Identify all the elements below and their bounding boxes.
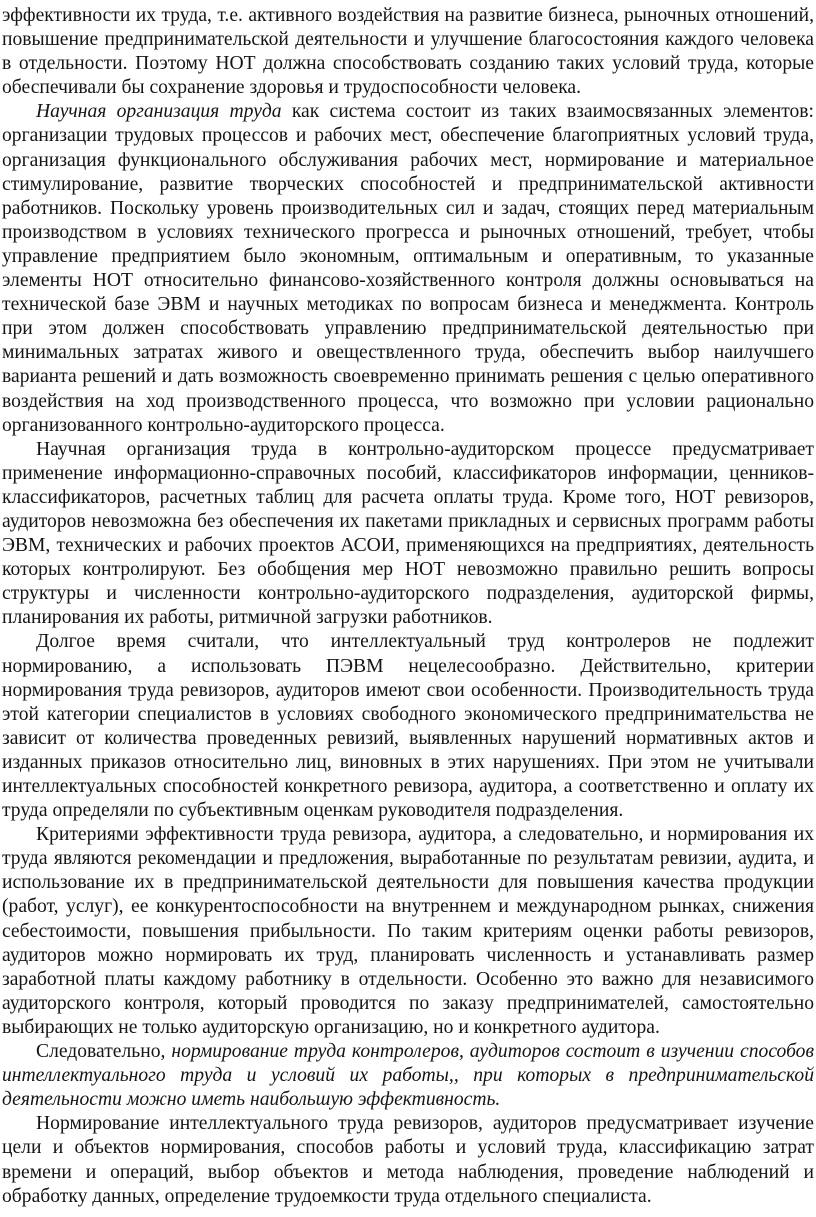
paragraph-7-text: Нормирование интеллектуального труда ревизоров, аудиторов предусматривает изучение цели и объектов нормирования, способов работы и условий труда, классификацию затрат времени и операций, выбор объектов и метода наблюдения, проведение наблюдений и обработку данных, определение трудоемкости труда отдельного специалиста. <box>2 1113 814 1207</box>
paragraph-3 <box>2 438 814 631</box>
paragraph-4 <box>2 630 814 823</box>
paragraph-2-text: как система состоит из таких взаимосвязанных элементов: организации трудовых процессов и рабочих мест, обеспечение благоприятных условий труда, организация функционального обслуживания рабочих мест, нормирование и материальное стимулирование, развитие творческих способностей и предпринимательской активности работников. Поскольку уровень производительных сил и задач, стоящих перед материальным производством в условиях технического прогресса и рыночных отношений, требует, чтобы управление предприятием было экономным, оптимальным и оперативным, то указанные элементы НОТ относительно финансово-хозяйственного контроля должны основываться на технической базе ЭВМ и научных методиках по вопросам бизнеса и менеджмента. Контроль при этом должен способствовать управлению предпринимательской деятельностью при минимальных затратах живого и овеществленного труда, обеспечить выбор наилучшего варианта решений и дать возможность своевременно принимать решения с целью оперативного воздействия на ход производственного процесса, что возможно при условии рационально организованного контрольно-аудиторского процесса. <box>2 101 814 436</box>
paragraph-2-term: Научная организация труда <box>36 101 282 123</box>
paragraph-6-definition: , нормирование труда контролеров, аудиторов состоит в изучении способов интеллектуального труда и условий их работы,, при которых в предпринимательской деятельности можно иметь наибольшую эффективность. <box>2 1041 814 1111</box>
paragraph-2 <box>2 100 814 437</box>
paragraph-3-text: Научная организация труда в контрольно-аудиторском процессе предусматривает применение информационно-справочных пособий, классификаторов информации, ценников-классификаторов, расчетных таблиц для расчета оплаты труда. Кроме того, НОТ ревизоров, аудиторов невозможна без обеспечения их пакетами прикладных и сервисных программ работы ЭВМ, технических и рабочих проектов АСОИ, применяющихся на предприятиях, деятельность которых контролируют. Без обобщения мер НОТ невозможно правильно решить вопросы структуры и численности контрольно-аудиторского подразделения, аудиторской фирмы, планирования их работы, ритмичной загрузки работников. <box>2 438 814 629</box>
paragraph-5 <box>2 823 814 1040</box>
paragraph-1-text: эффективности их труда, т.е. активного воздействия на развитие бизнеса, рыночных отношений, повышение предпринимательской деятельности и улучшение благосостояния каждого человека в отдельности. Поэтому НОТ должна способствовать созданию таких условий труда, которые обеспечивали бы сохранение здоровья и трудоспособности человека. <box>2 5 814 99</box>
paragraph-7 <box>2 1112 814 1208</box>
paragraph-5-text: Критериями эффективности труда ревизора, аудитора, а следовательно, и нормирования их труда являются рекомендации и предложения, выработанные по результатам ревизии, аудита, и использование их в предпринимательской деятельности для повышения качества продукции (работ, услуг), ее конкурентоспособности на внутреннем и международном рынках, снижения себестоимости, повышения прибыльности. По таким критериям оценки работы ревизоров, аудиторов можно нормировать их труд, планировать численность и устанавливать размер заработной платы каждому работнику в отдельности. Особенно это важно для независимого аудиторского контроля, который проводится по заказу предпринимателей, самостоятельно выбирающих не только аудиторскую организацию, но и конкретного аудитора. <box>2 824 814 1038</box>
paragraph-4-text: Долгое время считали, что интеллектуальный труд контролеров не подлежит нормированию, а использовать ПЭВМ нецелесообразно. Действительно, критерии нормирования труда ревизоров, аудиторов имеют свои особенности. Производительность труда этой категории специалистов в условиях свободного экономического предпринимательства не зависит от количества проведенных ревизий, выявленных нарушений нормативных актов и изданных приказов относительно лиц, виновных в этих нарушениях. При этом не учитывали интеллектуальных способностей конкретного ревизора, аудитора, а соответственно и оплату их труда определяли по субъективным оценкам руководителя подразделения. <box>2 631 814 822</box>
paragraph-6 <box>2 1040 814 1112</box>
paragraph-1 <box>2 4 814 100</box>
paragraph-6-lead: Следовательно <box>36 1041 161 1063</box>
